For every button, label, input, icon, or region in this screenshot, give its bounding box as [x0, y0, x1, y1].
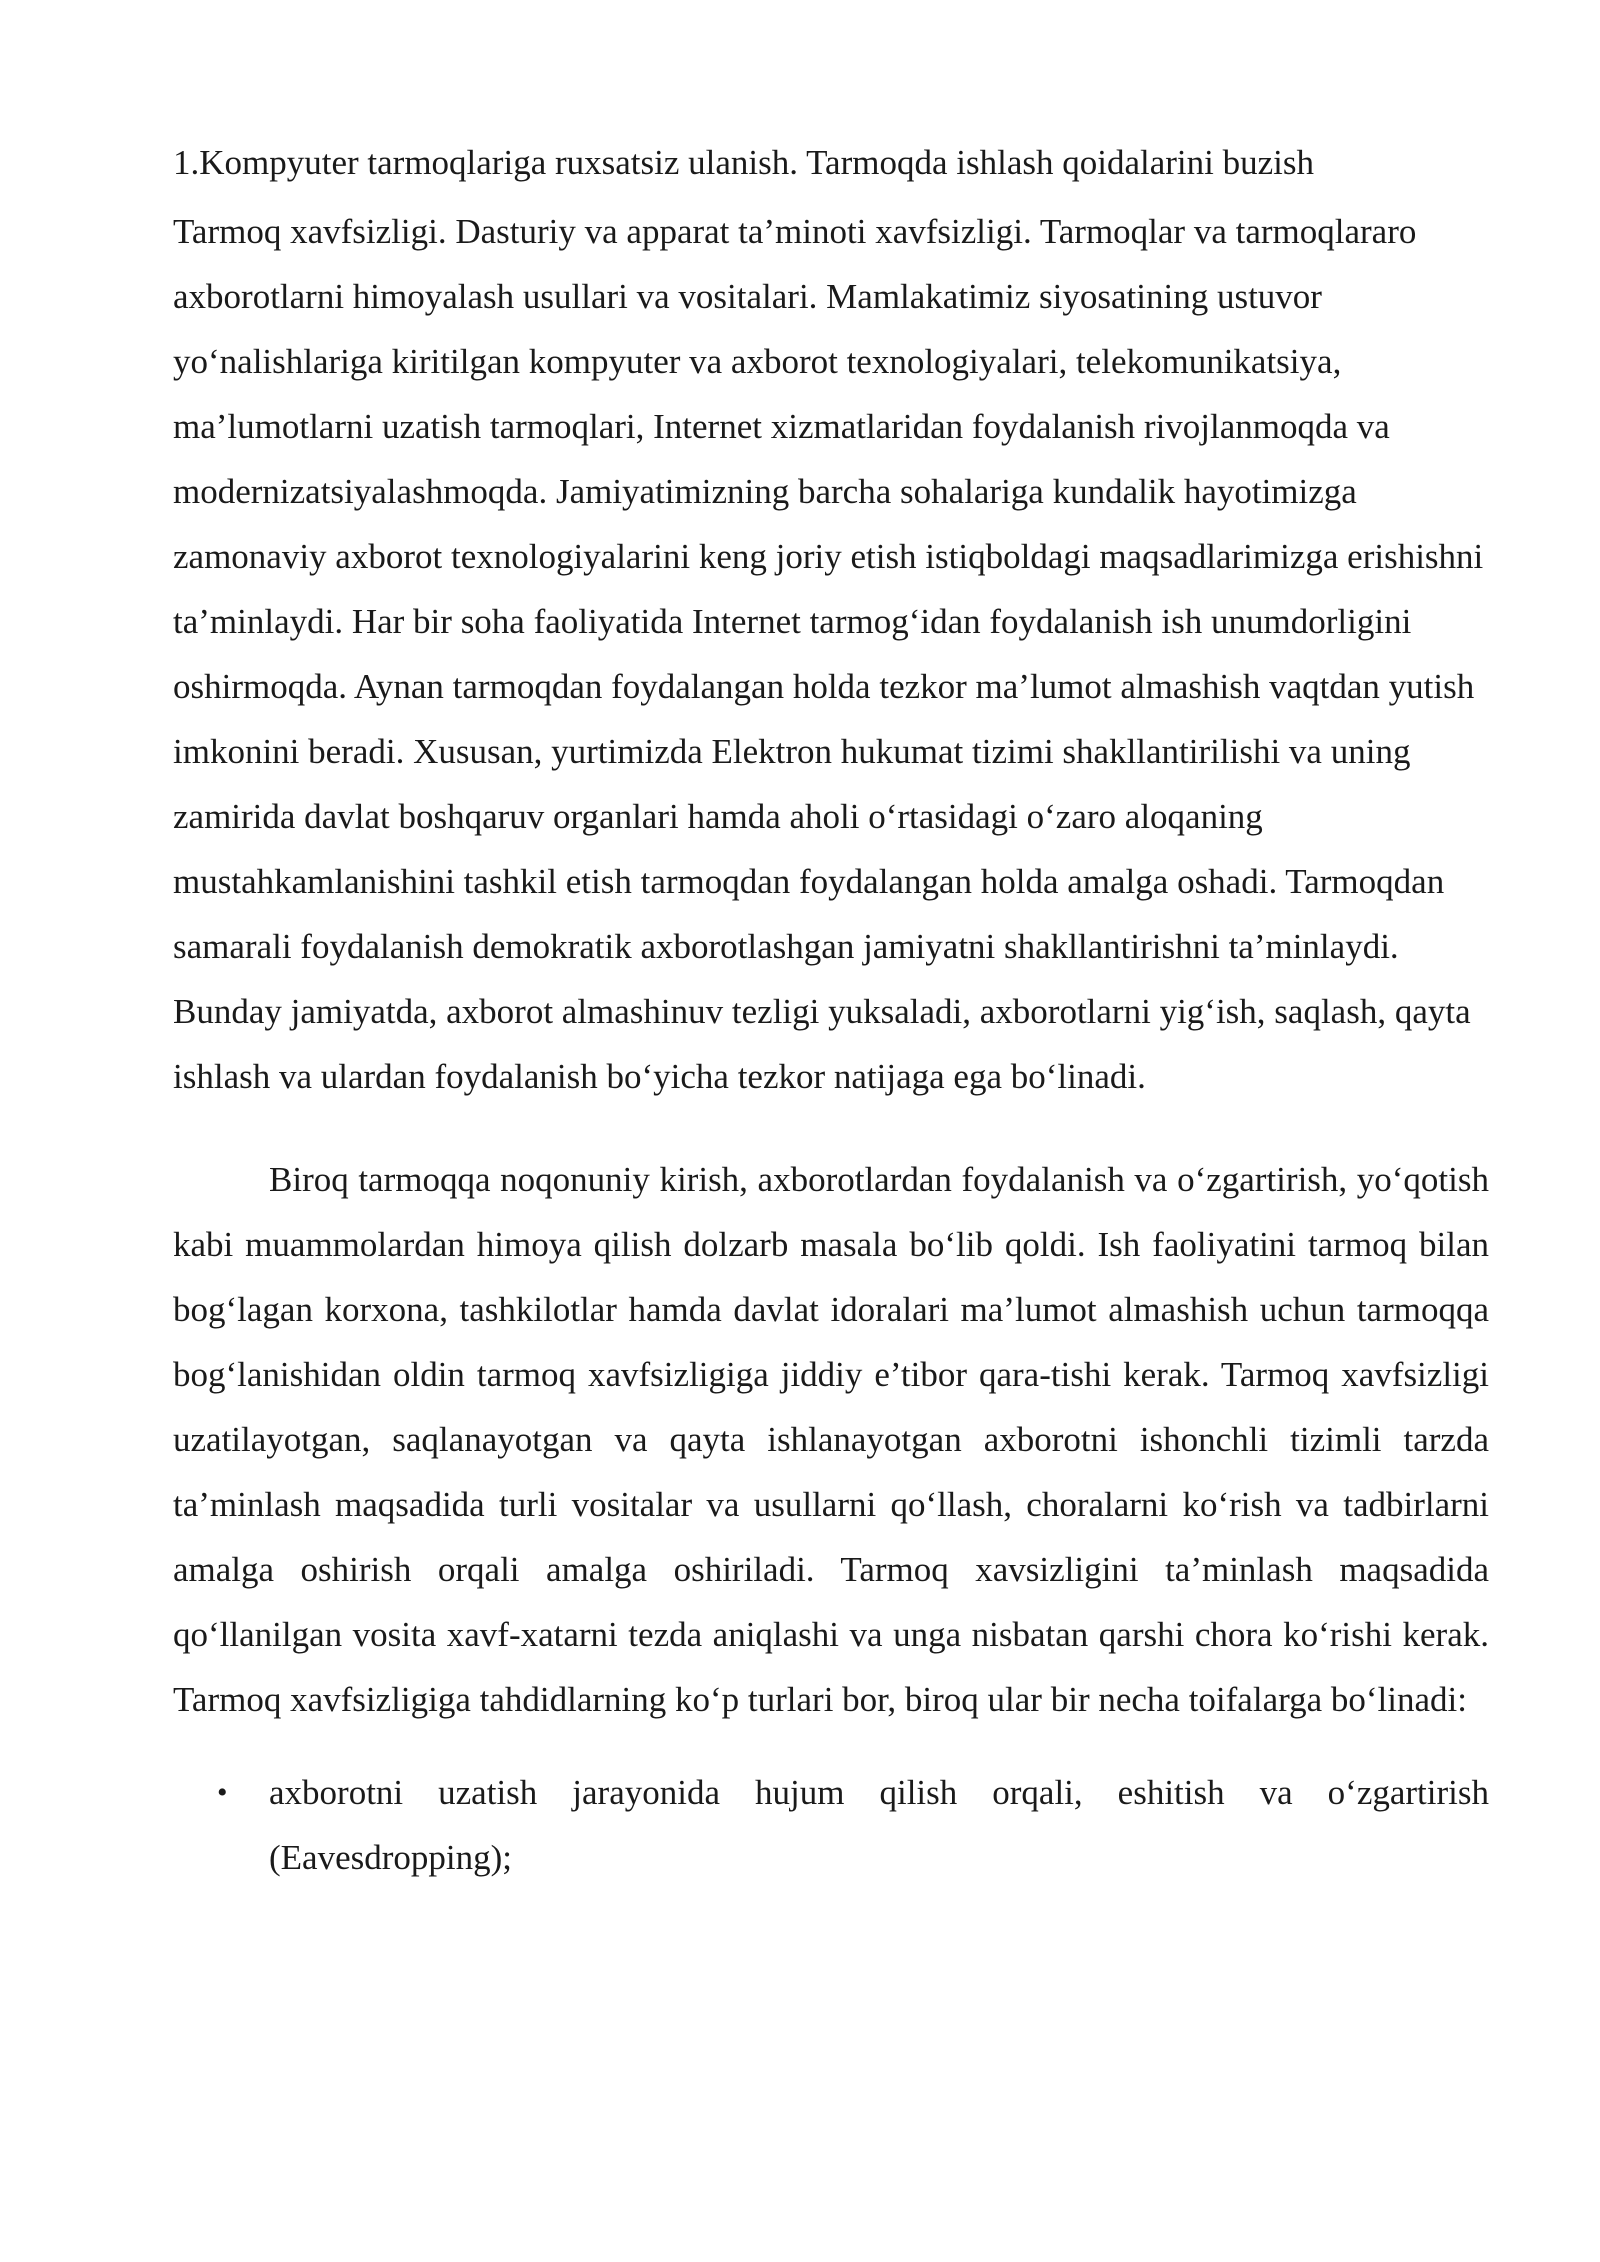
- document-page: [173, 130, 1489, 1890]
- list-item-text: axborotni uzatish jarayonida hujum qilish orqali, eshitish va o‘zgartirish (Eavesdropping);: [269, 1773, 1489, 1877]
- bullet-icon: •: [217, 1776, 228, 1809]
- list-item: [173, 1760, 1489, 1890]
- threat-list: [173, 1760, 1489, 1890]
- paragraph-intro: Tarmoq xavfsizligi. Dasturiy va apparat ta’minoti xavfsizligi. Tarmoqlar va tarmoqlararo axborotlarni himoyalash usullari va vositalari. Mamlakatimiz siyosatining ustuvor yo‘nalishlariga kiritilgan kompyuter va axborot texnologiyalari, telekomunikatsiya, ma’lumotlarni uzatish tarmoqlari, Internet xizmatlaridan foydalanish rivojlanmoqda va modernizatsiyalashmoqda. Jamiyatimizning barcha sohalariga kundalik hayotimizga zamonaviy axborot texnologiyalarini keng joriy etish istiqboldagi maqsadlarimizga erishishni ta’minlaydi. Har bir soha faoliyatida Internet tarmog‘idan foydalanish ish unumdorligini oshirmoqda. Aynan tarmoqdan foydalangan holda tezkor ma’lumot almashish vaqtdan yutish imkonini beradi. Xususan, yurtimizda Elektron hukumat tizimi shakllantirilishi va uning zamirida davlat boshqaruv organlari hamda aholi o‘rtasidagi o‘zaro aloqaning mustahkamlanishini tashkil etish tarmoqdan foydalangan holda amalga oshadi. Tarmoqdan samarali foydalanish demokratik axborotlashgan jamiyatni shakllantirishni ta’minlaydi. Bunday jamiyatda, axborot almashinuv tezligi yuksaladi, axborotlarni yig‘ish, saqlash, qayta ishlash va ulardan foydalanish bo‘yicha tezkor natijaga ega bo‘linadi.: [173, 212, 1484, 1096]
- section-heading: 1.Kompyuter tarmoqlariga ruxsatsiz ulanish. Tarmoqda ishlash qoidalarini buzish: [173, 143, 1314, 182]
- paragraph-threats: Biroq tarmoqqa noqonuniy kirish, axborotlardan foydalanish va o‘zgartirish, yo‘qotish kabi muammolardan himoya qilish dolzarb masala bo‘lib qoldi. Ish faoliyatini tarmoq bilan bog‘lagan korxona, tashkilotlar hamda davlat idoralari ma’lumot almashish uchun tarmoqqa bog‘lanishidan oldin tarmoq xavfsizligiga jiddiy e’tibor qara-tishi kerak. Tarmoq xavfsizligi uzatilayotgan, saqlanayotgan va qayta ishlanayotgan axborotni ishonchli tizimli tarzda ta’minlash maqsadida turli vositalar va usullarni qo‘llash, choralarni ko‘rish va tadbirlarni amalga oshirish orqali amalga oshiriladi. Tarmoq xavsizligini ta’minlash maqsadida qo‘llanilgan vosita xavf-xatarni tezda aniqlashi va unga nisbatan qarshi chora ko‘rishi kerak. Tarmoq xavfsizligiga tahdidlarning ko‘p turlari bor, biroq ular bir necha toifalarga bo‘linadi:: [173, 1160, 1489, 1719]
